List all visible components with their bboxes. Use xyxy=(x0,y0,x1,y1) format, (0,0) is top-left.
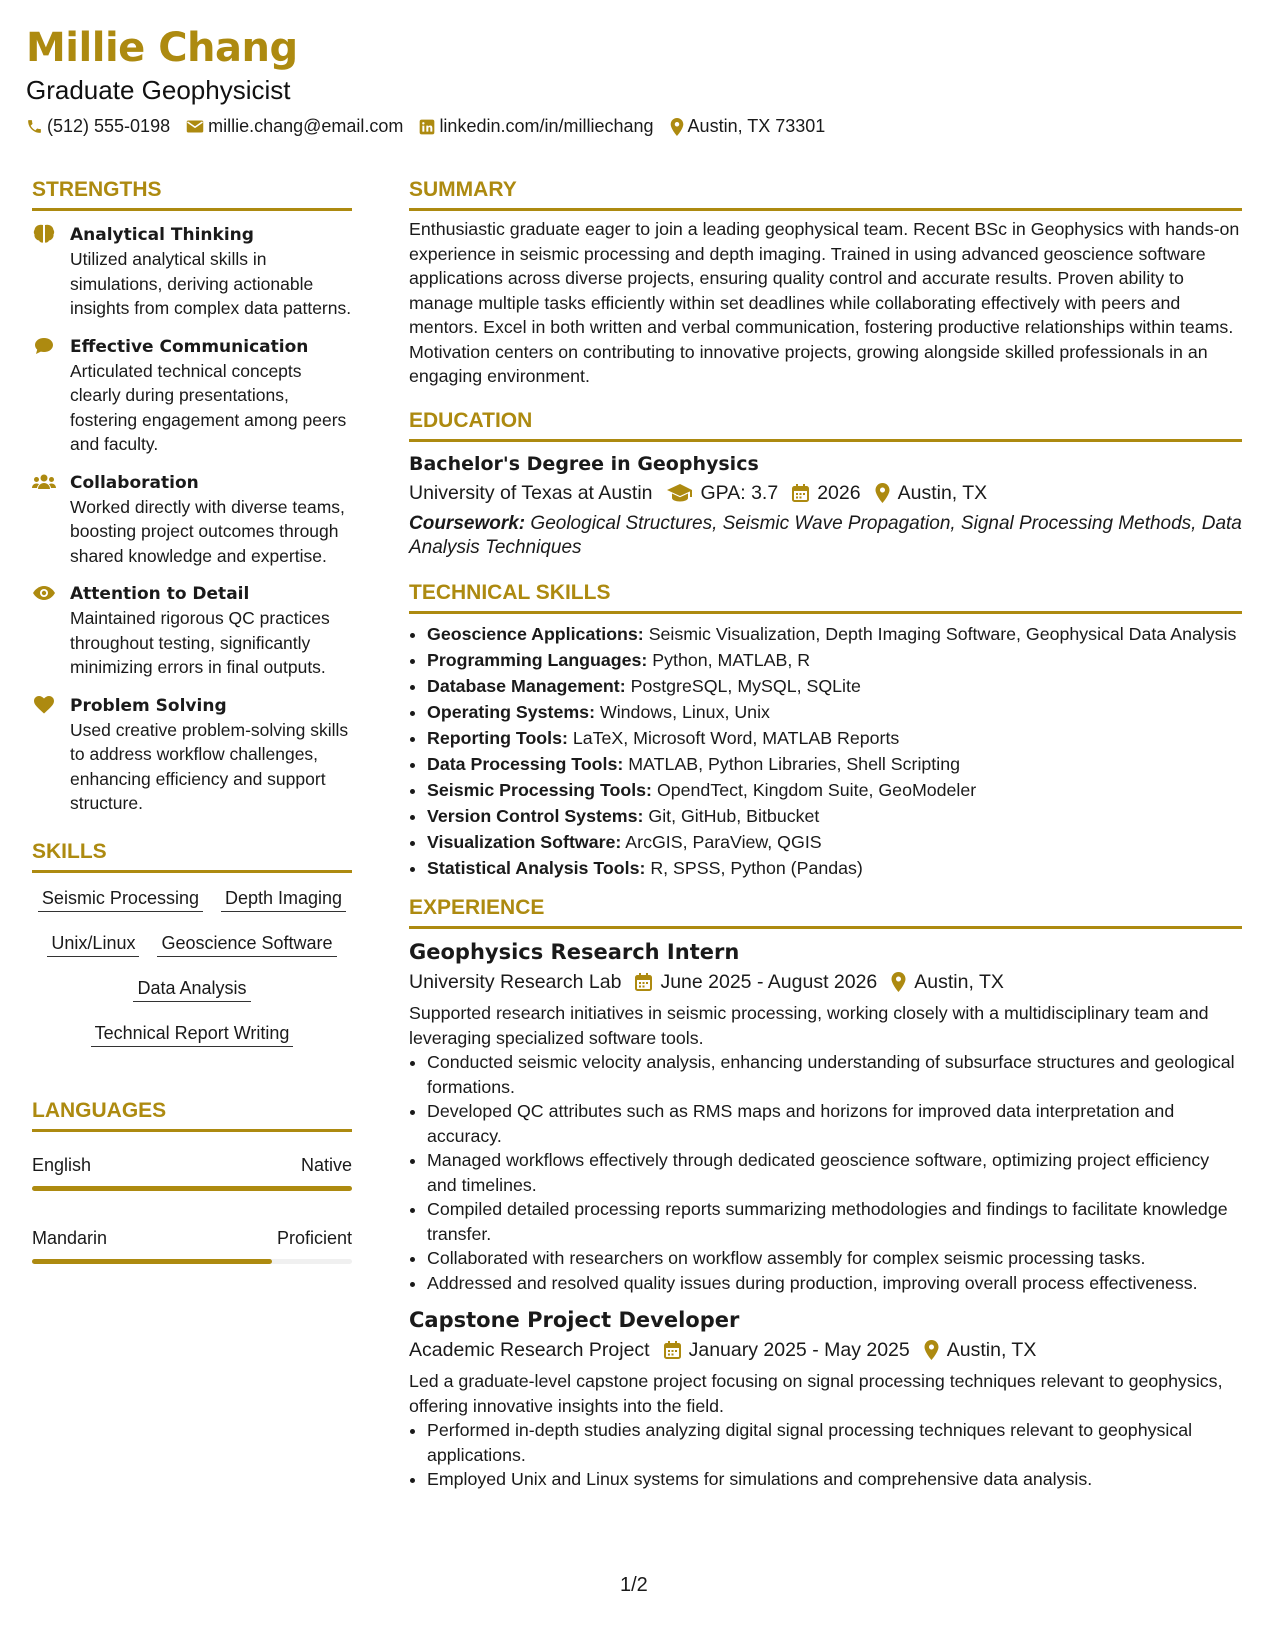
page-number: 1/2 xyxy=(620,1574,648,1596)
technical-skills-section xyxy=(409,579,1242,881)
skills-list xyxy=(32,885,352,1065)
linkedin-icon xyxy=(419,119,435,135)
contact-location xyxy=(670,116,826,137)
map-pin-icon xyxy=(891,972,906,992)
phone-text: (512) 555-0198 xyxy=(47,116,171,136)
skill-category: Database Management: xyxy=(427,675,626,696)
location-text: Austin, TX 73301 xyxy=(687,116,826,136)
skill-chip: Data Analysis xyxy=(133,975,250,1002)
school-name: University of Texas at Austin xyxy=(409,481,653,504)
linkedin-text: linkedin.com/in/milliechang xyxy=(439,116,654,136)
skill-category: Geoscience Applications: xyxy=(427,623,644,644)
job-summary: Supported research initiatives in seismic processing, working closely with a multidisciplinary team and leveraging specialized software tools. xyxy=(409,1003,1209,1048)
skill-chip: Technical Report Writing xyxy=(91,1020,294,1047)
list-item: • Employed Unix and Linux systems for simulations and comprehensive data analysis. xyxy=(427,1467,1242,1492)
contact-linkedin[interactable] xyxy=(419,116,653,137)
skill-values: Git, GitHub, Bitbucket xyxy=(648,805,820,826)
skill-chip: Depth Imaging xyxy=(221,885,346,912)
experience-section xyxy=(409,894,1242,1492)
section-divider xyxy=(409,208,1242,211)
envelope-icon xyxy=(186,119,204,134)
calendar-icon xyxy=(664,1341,681,1359)
strength-item xyxy=(32,694,352,816)
calendar-icon xyxy=(635,973,652,991)
skill-values: Seismic Visualization, Depth Imaging Software, Geophysical Data Analysis xyxy=(648,623,1237,644)
strength-item xyxy=(32,223,352,321)
strength-title: Effective Communication xyxy=(70,336,309,357)
skill-chip: Seismic Processing xyxy=(38,885,203,912)
job-title: Geophysics Research Intern xyxy=(409,940,740,964)
job-organization: University Research Lab xyxy=(409,971,622,993)
job-bullets xyxy=(409,1050,1242,1295)
languages-heading: LANGUAGES xyxy=(32,1098,167,1122)
list-item: • Developed QC attributes such as RMS maps and horizons for improved data interpretation and accuracy. xyxy=(427,1099,1242,1148)
list-item xyxy=(427,752,1242,777)
experience-heading: EXPERIENCE xyxy=(409,896,545,919)
section-divider xyxy=(409,926,1242,929)
skill-chip: Unix/Linux xyxy=(47,930,139,957)
section-divider xyxy=(32,208,352,211)
list-item xyxy=(427,830,1242,855)
summary-section xyxy=(409,176,1242,389)
language-name: English xyxy=(32,1154,92,1175)
section-divider xyxy=(409,611,1242,614)
eye-icon xyxy=(32,582,56,604)
map-pin-icon xyxy=(875,483,890,503)
skill-values: OpendTect, Kingdom Suite, GeoModeler xyxy=(656,779,977,800)
list-item: • Addressed and resolved quality issues during production, improving overall process effectiveness. xyxy=(427,1271,1242,1296)
strength-title: Collaboration xyxy=(70,472,199,493)
brain-icon xyxy=(32,223,56,245)
skill-category: Visualization Software: xyxy=(427,831,622,852)
language-level: Native xyxy=(300,1154,352,1175)
map-pin-icon xyxy=(924,1340,939,1360)
education-heading: EDUCATION xyxy=(409,408,533,432)
candidate-title: Graduate Geophysicist xyxy=(26,75,291,105)
candidate-name: Millie Chang xyxy=(26,25,298,71)
skill-values: ArcGIS, ParaView, QGIS xyxy=(625,831,822,852)
list-item xyxy=(427,856,1242,881)
strength-item xyxy=(32,471,352,569)
users-icon xyxy=(32,471,56,493)
strength-description: Used creative problem-solving skills to address workflow challenges, enhancing efficiency and support structure. xyxy=(70,719,349,813)
coursework-label: Coursework: xyxy=(409,512,526,534)
graduation-year: 2026 xyxy=(817,481,861,504)
list-item xyxy=(427,622,1242,647)
job-title: Capstone Project Developer xyxy=(409,1308,740,1332)
technical-skills-heading: TECHNICAL SKILLS xyxy=(409,580,611,604)
skill-chip: Geoscience Software xyxy=(157,930,336,957)
skills-section xyxy=(32,838,352,1065)
section-divider xyxy=(32,1129,352,1132)
list-item: • Collaborated with researchers on workflow assembly for complex seismic processing tasks. xyxy=(427,1246,1242,1271)
strength-title: Analytical Thinking xyxy=(70,225,254,245)
job-dates: June 2025 - August 2026 xyxy=(660,971,878,993)
calendar-icon xyxy=(792,484,809,502)
contact-email[interactable] xyxy=(186,116,403,137)
summary-text: Enthusiastic graduate eager to join a leading geophysical team. Recent BSc in Geophysics with hands-on experience in seismic processing and depth imaging. Trained in using advanced geoscience software applications across diverse projects, ensuring quality control and accurate results. Proven ability to manage multiple tasks efficiently within set deadlines while collaborating effectively with peers and mentors. Excel in both written and verbal communication, fostering productive relationships within teams. Motivation centers on contributing to innovative projects, growing alongside skilled professionals in an engaging environment. xyxy=(409,219,1240,386)
list-item: • Performed in-depth studies analyzing digital signal processing techniques relevant to geophysical applications. xyxy=(427,1418,1242,1467)
list-item xyxy=(427,674,1242,699)
job-meta xyxy=(409,967,1242,997)
heart-icon xyxy=(32,694,56,716)
job-location: Austin, TX xyxy=(914,971,1004,993)
strength-item xyxy=(32,582,352,680)
strengths-section xyxy=(32,176,352,816)
phone-icon xyxy=(26,118,43,135)
skill-category: Version Control Systems: xyxy=(427,805,644,826)
right-column xyxy=(409,176,1242,1492)
job-summary: Led a graduate-level capstone project focusing on signal processing techniques relevant to geophysics, offering innovative insights into the field. xyxy=(409,1371,1223,1416)
strengths-heading: STRENGTHS xyxy=(32,178,162,201)
job-location: Austin, TX xyxy=(946,1339,1037,1361)
language-proficiency-fill xyxy=(32,1186,352,1191)
list-item xyxy=(427,726,1242,751)
strength-title: Attention to Detail xyxy=(70,584,250,604)
language-proficiency-bar xyxy=(32,1186,352,1191)
section-divider xyxy=(409,439,1242,442)
skill-values: R, SPSS, Python (Pandas) xyxy=(650,857,863,878)
job-bullets xyxy=(409,1418,1242,1492)
skill-category: Reporting Tools: xyxy=(427,727,568,748)
list-item xyxy=(427,778,1242,803)
languages-section xyxy=(32,1097,352,1264)
list-item: • Managed workflows effectively through dedicated geoscience software, optimizing project efficiency and timelines. xyxy=(427,1148,1242,1197)
list-item xyxy=(427,648,1242,673)
language-level: Proficient xyxy=(276,1227,352,1248)
graduation-cap-icon xyxy=(667,484,693,502)
list-item: • Conducted seismic velocity analysis, enhancing understanding of subsurface structures and geological formations. xyxy=(427,1050,1242,1099)
coursework-list: Geological Structures, Seismic Wave Propagation, Signal Processing Methods, Data Analysis Techniques xyxy=(409,512,1242,558)
skill-values: Python, MATLAB, R xyxy=(652,649,811,670)
language-name: Mandarin xyxy=(32,1227,108,1248)
language-item xyxy=(32,1225,352,1264)
skill-values: Windows, Linux, Unix xyxy=(599,701,770,722)
list-item: • Compiled detailed processing reports summarizing methodologies and findings to facilitate knowledge transfer. xyxy=(427,1197,1242,1246)
skills-heading: SKILLS xyxy=(32,839,107,863)
list-item xyxy=(427,700,1242,725)
left-column xyxy=(32,176,352,1264)
strength-item xyxy=(32,335,352,457)
language-proficiency-bar xyxy=(32,1259,352,1264)
job-entry xyxy=(409,1305,1242,1492)
job-entry xyxy=(409,937,1242,1295)
resume-header xyxy=(26,22,825,137)
map-pin-icon xyxy=(670,118,684,136)
language-proficiency-fill xyxy=(32,1259,272,1264)
strength-description: Articulated technical concepts clearly during presentations, fostering engagement among peers and faculty. xyxy=(70,360,347,454)
strength-description: Utilized analytical skills in simulations, deriving actionable insights from complex data patterns. xyxy=(70,249,352,318)
language-item xyxy=(32,1152,352,1191)
strength-title: Problem Solving xyxy=(70,695,227,716)
skill-values: LaTeX, Microsoft Word, MATLAB Reports xyxy=(572,727,900,748)
skill-category: Seismic Processing Tools: xyxy=(427,779,652,800)
coursework xyxy=(409,512,1242,561)
skill-category: Statistical Analysis Tools: xyxy=(427,857,646,878)
skill-category: Programming Languages: xyxy=(427,649,648,670)
skill-category: Data Processing Tools: xyxy=(427,753,624,774)
degree-title: Bachelor's Degree in Geophysics xyxy=(409,452,759,475)
speech-bubble-icon xyxy=(32,335,56,357)
education-meta xyxy=(409,478,1242,508)
skill-values: PostgreSQL, MySQL, SQLite xyxy=(630,675,861,696)
section-divider xyxy=(32,870,352,873)
email-text: millie.chang@email.com xyxy=(208,116,404,136)
education-section xyxy=(409,407,1242,561)
job-organization: Academic Research Project xyxy=(409,1339,650,1361)
contact-bar xyxy=(26,116,825,137)
job-dates: January 2025 - May 2025 xyxy=(688,1339,910,1361)
job-meta xyxy=(409,1335,1242,1365)
strength-description: Worked directly with diverse teams, boosting project outcomes through shared knowledge and expertise. xyxy=(70,496,345,566)
contact-phone[interactable] xyxy=(26,116,170,137)
education-location: Austin, TX xyxy=(897,481,988,504)
list-item xyxy=(427,804,1242,829)
skill-category: Operating Systems: xyxy=(427,701,595,722)
gpa: GPA: 3.7 xyxy=(700,481,779,504)
strength-description: Maintained rigorous QC practices throughout testing, significantly minimizing errors in final outputs. xyxy=(70,608,330,677)
technical-skills-list xyxy=(409,622,1242,881)
summary-heading: SUMMARY xyxy=(409,178,517,201)
skill-values: MATLAB, Python Libraries, Shell Scripting xyxy=(628,753,960,774)
